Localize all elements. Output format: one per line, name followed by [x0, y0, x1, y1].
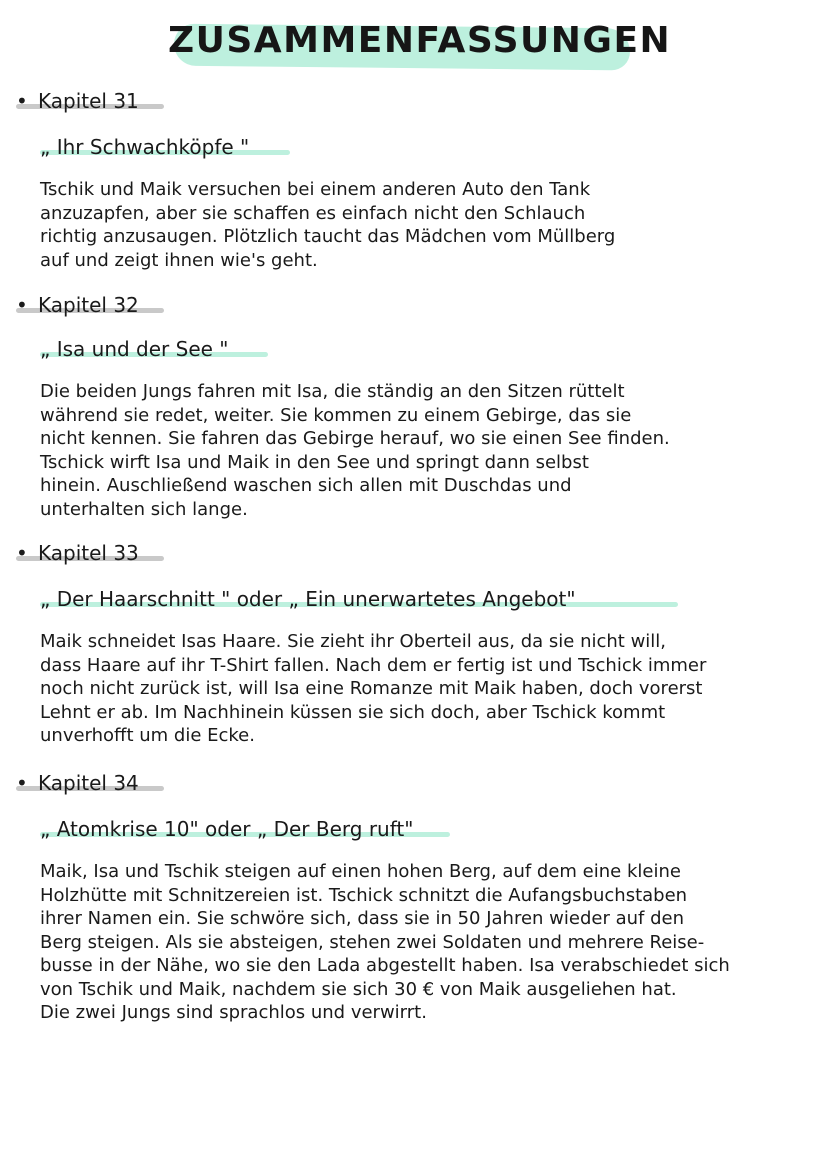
summary-line: Maik schneidet Isas Haare. Sie zieht ihr Oberteil aus, da sie nicht will,: [40, 631, 667, 652]
summary-line: ihrer Namen ein. Sie schwöre sich, dass sie in 50 Jahren wieder auf den: [40, 908, 684, 929]
page-title: [168, 14, 672, 70]
subtitle-text: „ Atomkrise 10" oder „ Der Berg ruft": [40, 817, 414, 841]
summary-line: noch nicht zurück ist, will Isa eine Romanze mit Maik haben, doch vorerst: [40, 678, 703, 699]
summary-line: Tschick wirft Isa und Maik in den See und springt dann selbst: [40, 451, 589, 473]
summary-line: Die zwei Jungs sind sprachlos und verwirrt.: [40, 1002, 427, 1023]
summary-line: Maik, Isa und Tschik steigen auf einen hohen Berg, auf dem eine kleine: [40, 861, 681, 882]
summary-line: unverhofft um die Ecke.: [40, 725, 255, 746]
summary-line: Holzhütte mit Schnitzereien ist. Tschick schnitzt die Aufangsbuchstaben: [40, 884, 688, 906]
summary-line: während sie redet, weiter. Sie kommen zu einem Gebirge, das sie: [40, 404, 632, 426]
chapter-34-summary: [40, 860, 788, 1025]
bullet-icon: •: [16, 293, 28, 317]
summary-line: busse in der Nähe, wo sie den Lada abgestellt haben. Isa verabschiedet sich: [40, 955, 730, 976]
chapter-label: Kapitel 33: [38, 541, 139, 565]
summary-line: hinein. Auschließend waschen sich allen mit Duschdas und: [40, 475, 572, 496]
chapter-label: Kapitel 34: [38, 771, 139, 795]
summary-line: dass Haare auf ihr T-Shirt fallen. Nach dem er fertig ist und Tschick immer: [40, 654, 707, 676]
bullet-icon: •: [16, 771, 28, 795]
chapter-31-subtitle: [40, 134, 249, 164]
page-title-text: ZUSAMMENFASSUNGEN: [168, 20, 672, 61]
subtitle-text: „ Der Haarschnitt " oder „ Ein unerwartetes Angebot": [40, 587, 576, 611]
summary-line: Die beiden Jungs fahren mit Isa, die ständig an den Sitzen rüttelt: [40, 381, 625, 402]
bullet-icon: •: [16, 541, 28, 565]
subtitle-text: „ Ihr Schwachköpfe ": [40, 135, 250, 159]
chapter-31-summary: [40, 178, 788, 272]
summary-line: von Tschik und Maik, nachdem sie sich 30 € von Maik ausgeliehen hat.: [40, 978, 677, 1000]
bullet-icon: •: [16, 89, 28, 113]
chapter-33-summary: [40, 630, 788, 748]
subtitle-text: „ Isa und der See ": [40, 337, 229, 361]
summary-line: Berg steigen. Als sie absteigen, stehen zwei Soldaten und mehrere Reise-: [40, 931, 705, 953]
chapter-32-subtitle: [40, 336, 229, 366]
summary-line: Tschik und Maik versuchen bei einem anderen Auto den Tank: [40, 179, 591, 200]
chapter-label: Kapitel 32: [38, 293, 139, 317]
chapter-label: Kapitel 31: [38, 89, 139, 113]
chapter-32-summary: [40, 380, 788, 521]
chapter-33-subtitle: [40, 586, 576, 616]
summary-line: nicht kennen. Sie fahren das Gebirge herauf, wo sie einen See finden.: [40, 428, 670, 449]
summary-line: Lehnt er ab. Im Nachhinein küssen sie sich doch, aber Tschick kommt: [40, 701, 666, 723]
summary-line: anzuzapfen, aber sie schaffen es einfach nicht den Schlauch: [40, 202, 586, 224]
summary-line: unterhalten sich lange.: [40, 498, 248, 520]
chapter-34-subtitle: [40, 816, 413, 846]
summary-line: auf und zeigt ihnen wie's geht.: [40, 249, 318, 271]
summary-line: richtig anzusaugen. Plötzlich taucht das Mädchen vom Müllberg: [40, 226, 616, 247]
